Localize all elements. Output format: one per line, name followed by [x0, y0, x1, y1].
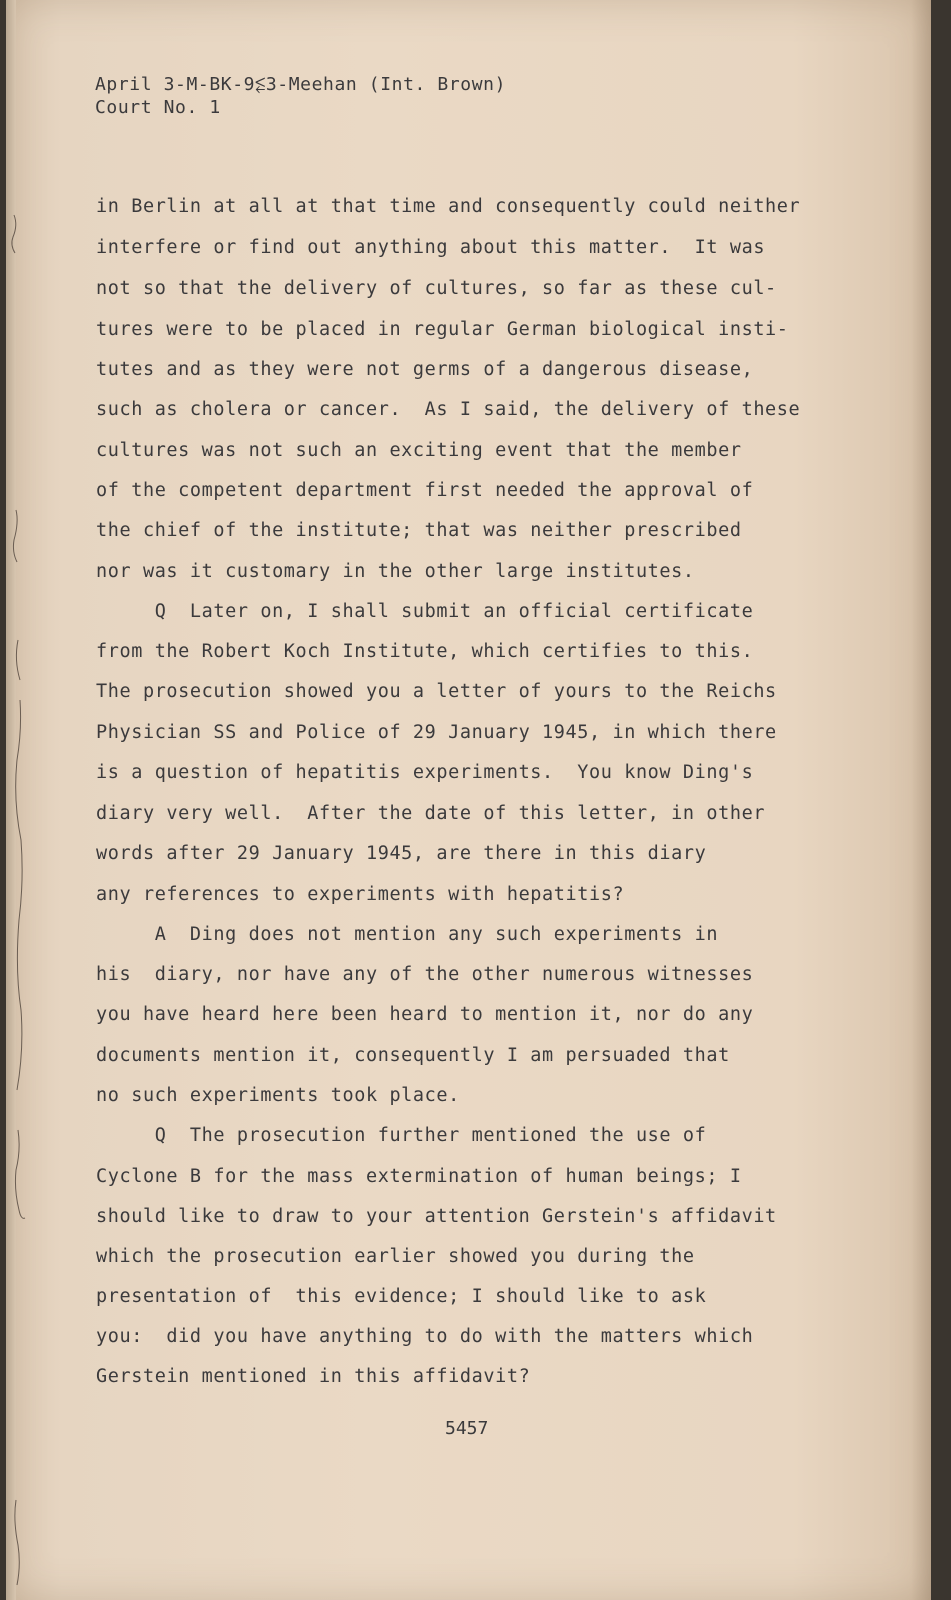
body-line: Cyclone B for the mass extermination of human beings; I — [96, 1166, 742, 1187]
body-line: A Ding does not mention any such experiments in — [96, 924, 719, 945]
body-line: you have heard here been heard to mention it, nor do any — [96, 1004, 754, 1025]
body-line: Gerstein mentioned in this affidavit? — [96, 1366, 531, 1387]
header-line-2: Court No. 1 — [95, 97, 221, 118]
body-line: documents mention it, consequently I am persuaded that — [96, 1045, 730, 1066]
body-line: is a question of hepatitis experiments. You know Ding's — [96, 762, 754, 783]
body-line: no such experiments took place. — [96, 1085, 460, 1106]
body-line: which the prosecution earlier showed you during the — [96, 1246, 695, 1267]
body-line: Q Later on, I shall submit an official certificate — [96, 601, 754, 622]
body-line: his diary, nor have any of the other numerous witnesses — [96, 964, 754, 985]
body-line: from the Robert Koch Institute, which certifies to this. — [96, 641, 754, 662]
body-line: such as cholera or cancer. As I said, the delivery of these — [96, 399, 801, 420]
body-line: nor was it customary in the other large institutes. — [96, 561, 695, 582]
margin-pencil-marks — [6, 0, 36, 1600]
body-line: Physician SS and Police of 29 January 1945, in which there — [96, 722, 777, 743]
body-line: The prosecution showed you a letter of yours to the Reichs — [96, 681, 777, 702]
body-line: any references to experiments with hepatitis? — [96, 884, 625, 905]
body-line: presentation of this evidence; I should like to ask — [96, 1286, 707, 1307]
page-number: 5457 — [445, 1418, 489, 1439]
header-line-1: April 3-M-BK-9⥶3-Meehan (Int. Brown) — [95, 74, 507, 95]
body-line: of the competent department first needed the approval of — [96, 480, 754, 501]
body-line: tutes and as they were not germs of a dangerous disease, — [96, 359, 754, 380]
body-line: tures were to be placed in regular German biological insti- — [96, 319, 789, 340]
body-line: you: did you have anything to do with the matters which — [96, 1326, 754, 1347]
body-line: Q The prosecution further mentioned the use of — [96, 1125, 707, 1146]
body-line: the chief of the institute; that was neither prescribed — [96, 520, 742, 541]
body-line: interfere or find out anything about this matter. It was — [96, 237, 766, 258]
page-right-edge — [911, 0, 931, 1600]
body-line: should like to draw to your attention Gerstein's affidavit — [96, 1206, 777, 1227]
body-line: not so that the delivery of cultures, so far as these cul- — [96, 278, 777, 299]
body-line: words after 29 January 1945, are there in this diary — [96, 843, 707, 864]
body-line: in Berlin at all at that time and consequently could neither — [96, 196, 801, 217]
body-line: cultures was not such an exciting event that the member — [96, 440, 742, 461]
body-line: diary very well. After the date of this letter, in other — [96, 803, 766, 824]
